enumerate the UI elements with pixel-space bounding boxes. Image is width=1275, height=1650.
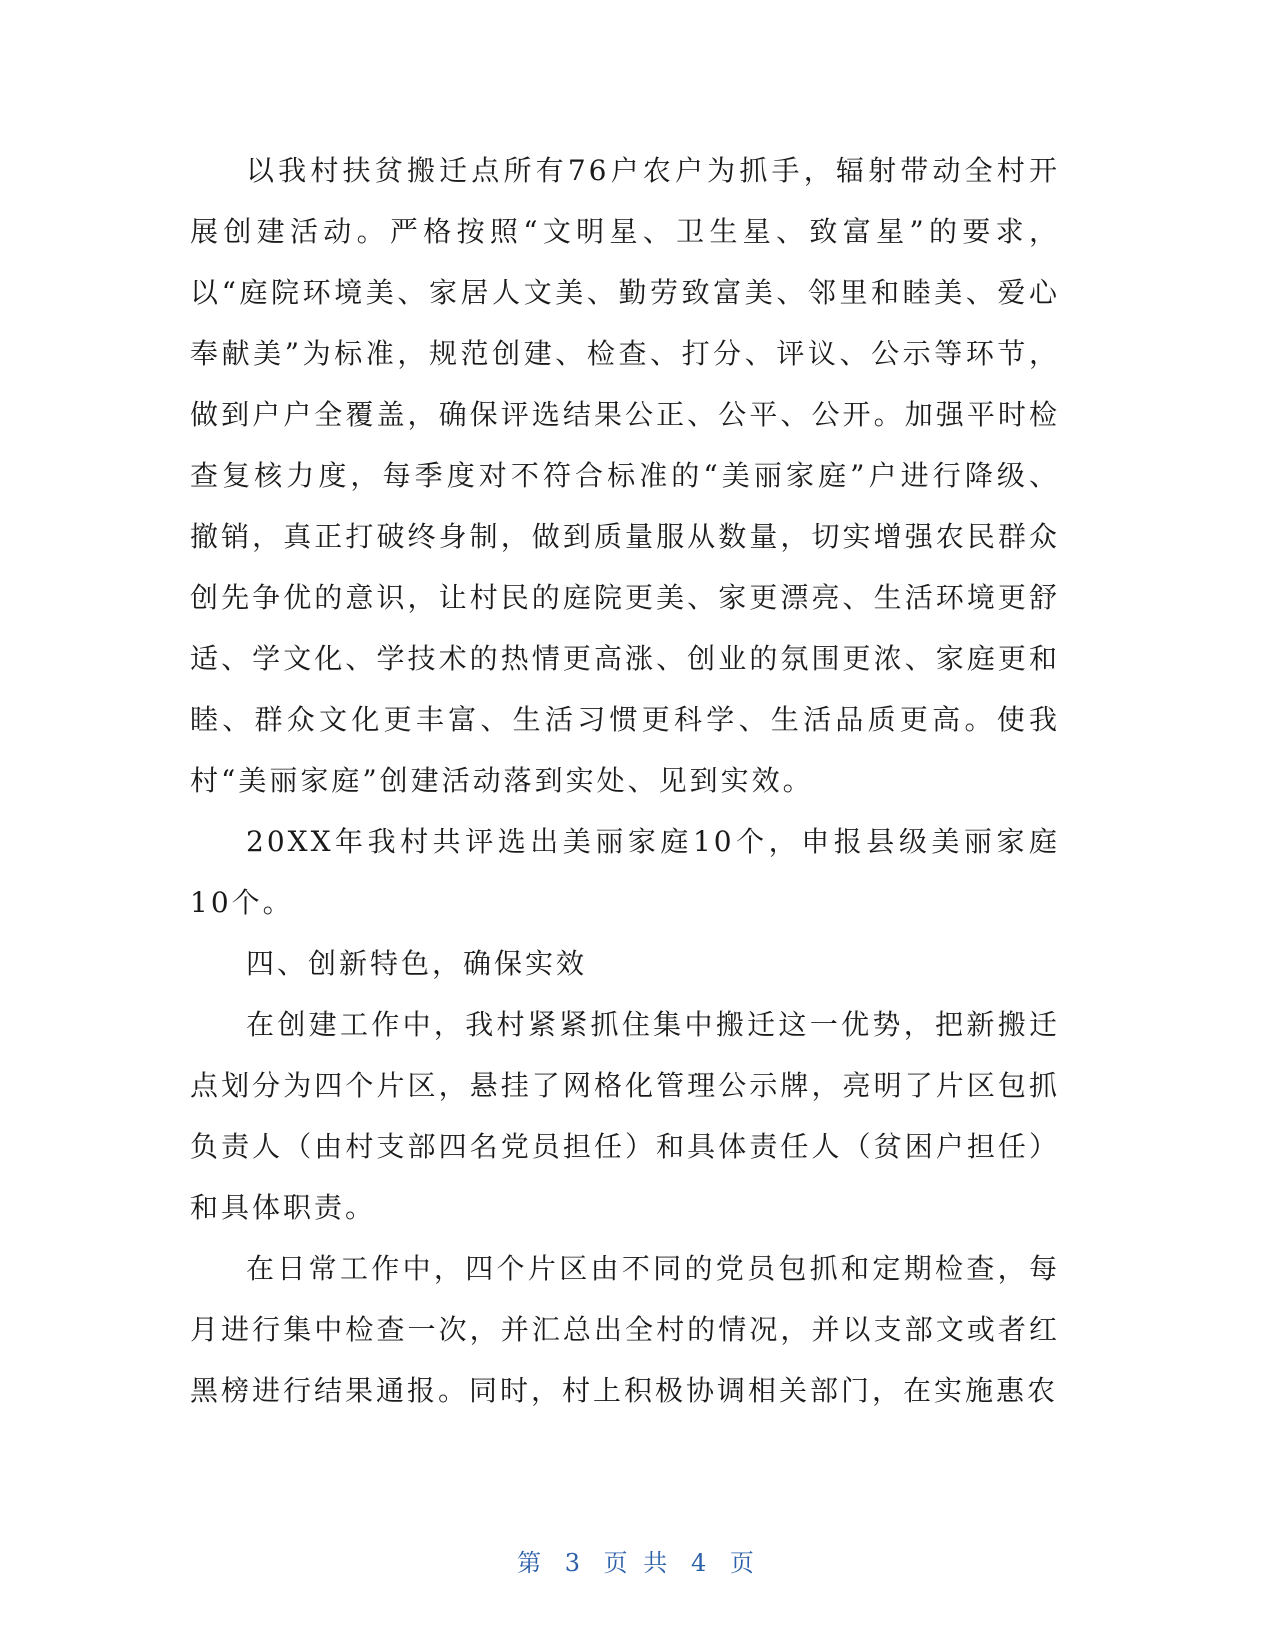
page-number-footer <box>0 1543 1275 1578</box>
document-body <box>190 140 1060 1421</box>
total-page-number: 4 <box>690 1549 711 1577</box>
body-paragraph: 在创建工作中，我村紧紧抓住集中搬迁这一优势，把新搬迁点划分为四个片区，悬挂了网格化管理公示牌，亮明了片区包抓负责人（由村支部四名党员担任）和具体责任人（贫困户担任）和具体职责。 <box>190 1008 1060 1224</box>
body-paragraph: 20XX年我村共评选出美丽家庭10个，申报县级美丽家庭10个。 <box>190 825 1060 919</box>
footer-suffix: 页 <box>729 1549 758 1577</box>
footer-prefix: 第 <box>517 1549 546 1577</box>
footer-middle: 页 共 <box>603 1549 672 1577</box>
section-heading: 四、创新特色，确保实效 <box>246 947 588 980</box>
body-paragraph: 在日常工作中，四个片区由不同的党员包抓和定期检查，每月进行集中检查一次，并汇总出全村的情况，并以支部文或者红黑榜进行结果通报。同时，村上积极协调相关部门，在实施惠农 <box>190 1252 1060 1407</box>
current-page-number: 3 <box>564 1549 585 1577</box>
body-paragraph: 以我村扶贫搬迁点所有76户农户为抓手，辐射带动全村开展创建活动。严格按照“文明星、卫生星、致富星”的要求，以“庭院环境美、家居人文美、勤劳致富美、邻里和睦美、爱心奉献美”为标准，规范创建、检查、打分、评议、公示等环节，做到户户全覆盖，确保评选结果公正、公平、公开。加强平时检查复核力度，每季度对不符合标准的“美丽家庭”户进行降级、撤销，真正打破终身制，做到质量服从数量，切实增强农民群众创先争优的意识，让村民的庭院更美、家更漂亮、生活环境更舒适、学文化、学技术的热情更高涨、创业的氛围更浓、家庭更和睦、群众文化更丰富、生活习惯更科学、生活品质更高。使我村“美丽家庭”创建活动落到实处、见到实效。 <box>190 154 1060 797</box>
